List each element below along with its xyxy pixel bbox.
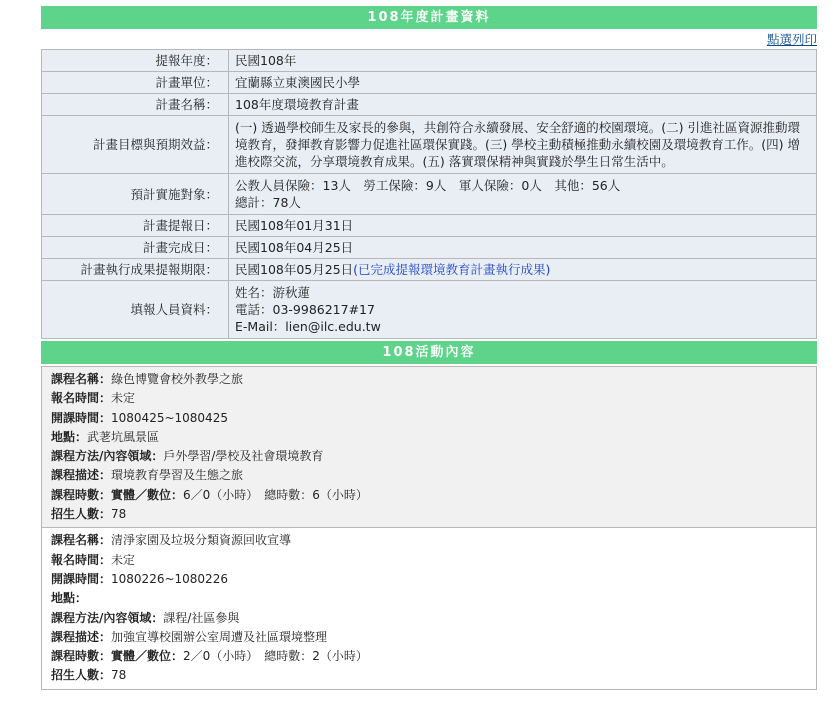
- course-place-line: [51, 589, 807, 608]
- info-row-goals: [42, 116, 816, 173]
- course-desc-line: [51, 628, 807, 647]
- info-row-unit: [42, 72, 816, 93]
- course-method-line: [51, 447, 807, 466]
- info-value: [229, 281, 816, 338]
- course-name-line: [51, 370, 807, 389]
- course-desc: 環境教育學習及生態之旅: [111, 468, 244, 483]
- completion-status-link[interactable]: (已完成提報環境教育計畫執行成果): [353, 262, 551, 277]
- course-open-line: [51, 570, 807, 589]
- field-label: 課程時數：實體／數位：: [51, 487, 184, 502]
- plan-info-table: [41, 49, 817, 339]
- field-label: 地點：: [51, 591, 88, 606]
- course-place-line: [51, 428, 807, 447]
- targets-line: 公教人員保險：13人 勞工保險：9人 軍人保險：0人 其他：56人: [235, 178, 621, 193]
- info-row-complete-date: [42, 237, 816, 258]
- course-signup: 未定: [111, 391, 136, 406]
- info-row-name: [42, 94, 816, 115]
- field-label: 課程時數：實體／數位：: [51, 649, 184, 664]
- info-value: 108年度環境教育計畫: [229, 94, 816, 115]
- course-name: 清淨家園及垃圾分類資源回收宣導: [111, 533, 292, 548]
- course-open: 1080425~1080425: [111, 410, 228, 425]
- page-container: [41, 6, 817, 690]
- info-value: 民國108年01月31日: [229, 215, 816, 236]
- field-label: 招生人數：: [51, 668, 112, 683]
- course-hours: 2／0（小時） 總時數：2（小時）: [183, 649, 368, 664]
- field-label: 報名時間：: [51, 391, 112, 406]
- info-value: [229, 259, 816, 280]
- course-name: 綠色博覽會校外教學之旅: [111, 372, 244, 386]
- field-label: 課程名稱：: [51, 372, 112, 386]
- reporter-phone: 電話：03-9986217#17: [235, 302, 375, 317]
- info-label: 提報年度：: [42, 50, 228, 71]
- reporter-name: 姓名：游秋蓮: [235, 285, 311, 300]
- activities-header: 108活動內容: [41, 341, 817, 364]
- course-place: 武荖坑風景區: [87, 429, 160, 444]
- course-signup-line: [51, 389, 807, 408]
- course-method: 戶外學習/學校及社會環境教育: [163, 449, 324, 464]
- course-hours-line: [51, 647, 807, 666]
- field-label: 開課時間：: [51, 410, 112, 425]
- field-label: 報名時間：: [51, 552, 112, 567]
- field-label: 課程名稱：: [51, 533, 112, 548]
- plan-header: 108年度計畫資料: [41, 6, 817, 29]
- course-method-line: [51, 609, 807, 628]
- info-value: 民國108年: [229, 50, 816, 71]
- course-method: 課程/社區參與: [163, 610, 240, 625]
- activities-list: [41, 366, 817, 690]
- course-signup: 未定: [111, 552, 136, 567]
- info-label: 預計實施對象：: [42, 174, 228, 214]
- field-label: 課程方法/內容領域：: [51, 449, 164, 464]
- course-item: [42, 528, 816, 688]
- info-label: 計畫完成日：: [42, 237, 228, 258]
- info-row-submit-date: [42, 215, 816, 236]
- info-value: 民國108年04月25日: [229, 237, 816, 258]
- field-label: 地點：: [51, 429, 88, 444]
- info-row-deadline: [42, 259, 816, 280]
- course-desc: 加強宣導校園辦公室周遭及社區環境整理: [111, 629, 328, 644]
- course-hours: 6／0（小時） 總時數：6（小時）: [183, 487, 368, 502]
- course-hours-line: [51, 486, 807, 505]
- deadline-date: 民國108年05月25日: [235, 262, 354, 277]
- info-row-year: [42, 50, 816, 71]
- course-item: [42, 367, 816, 528]
- info-value: (一) 透過學校師生及家長的參與，共創符合永續發展、安全舒適的校園環境。(二) 引進社區資源推動環境教育，發揮教育影響力促進社區環保實踐。(三) 學校主動積極推動永續校園及環境教育工作。(四) 增進校際交流，分享環境教育成果。(五) 落實環保精神與實踐於學生日常生活中。: [229, 116, 816, 173]
- info-label: 計畫執行成果提報期限：: [42, 259, 228, 280]
- course-enroll: 78: [111, 668, 127, 683]
- course-name-line: [51, 531, 807, 550]
- field-label: 開課時間：: [51, 571, 112, 586]
- course-enroll-line: [51, 505, 807, 524]
- info-label: 計畫提報日：: [42, 215, 228, 236]
- info-row-reporter: [42, 281, 816, 338]
- course-open-line: [51, 409, 807, 428]
- info-value: [229, 174, 816, 214]
- targets-total: 總計：78人: [235, 195, 301, 210]
- info-label: 計畫目標與預期效益：: [42, 116, 228, 173]
- reporter-email: E-Mail：lien@ilc.edu.tw: [235, 319, 381, 334]
- course-desc-line: [51, 466, 807, 485]
- field-label: 招生人數：: [51, 507, 112, 522]
- course-open: 1080226~1080226: [111, 571, 228, 586]
- course-enroll: 78: [111, 507, 127, 522]
- info-value: 宜蘭縣立東澳國民小學: [229, 72, 816, 93]
- print-row: [41, 31, 817, 49]
- field-label: 課程方法/內容領域：: [51, 610, 164, 625]
- field-label: 課程描述：: [51, 468, 112, 483]
- course-enroll-line: [51, 666, 807, 685]
- field-label: 課程描述：: [51, 629, 112, 644]
- info-row-targets: [42, 174, 816, 214]
- info-label: 計畫名稱：: [42, 94, 228, 115]
- info-label: 填報人員資料：: [42, 281, 228, 338]
- course-signup-line: [51, 551, 807, 570]
- print-link[interactable]: 點選列印: [766, 32, 817, 47]
- info-label: 計畫單位：: [42, 72, 228, 93]
